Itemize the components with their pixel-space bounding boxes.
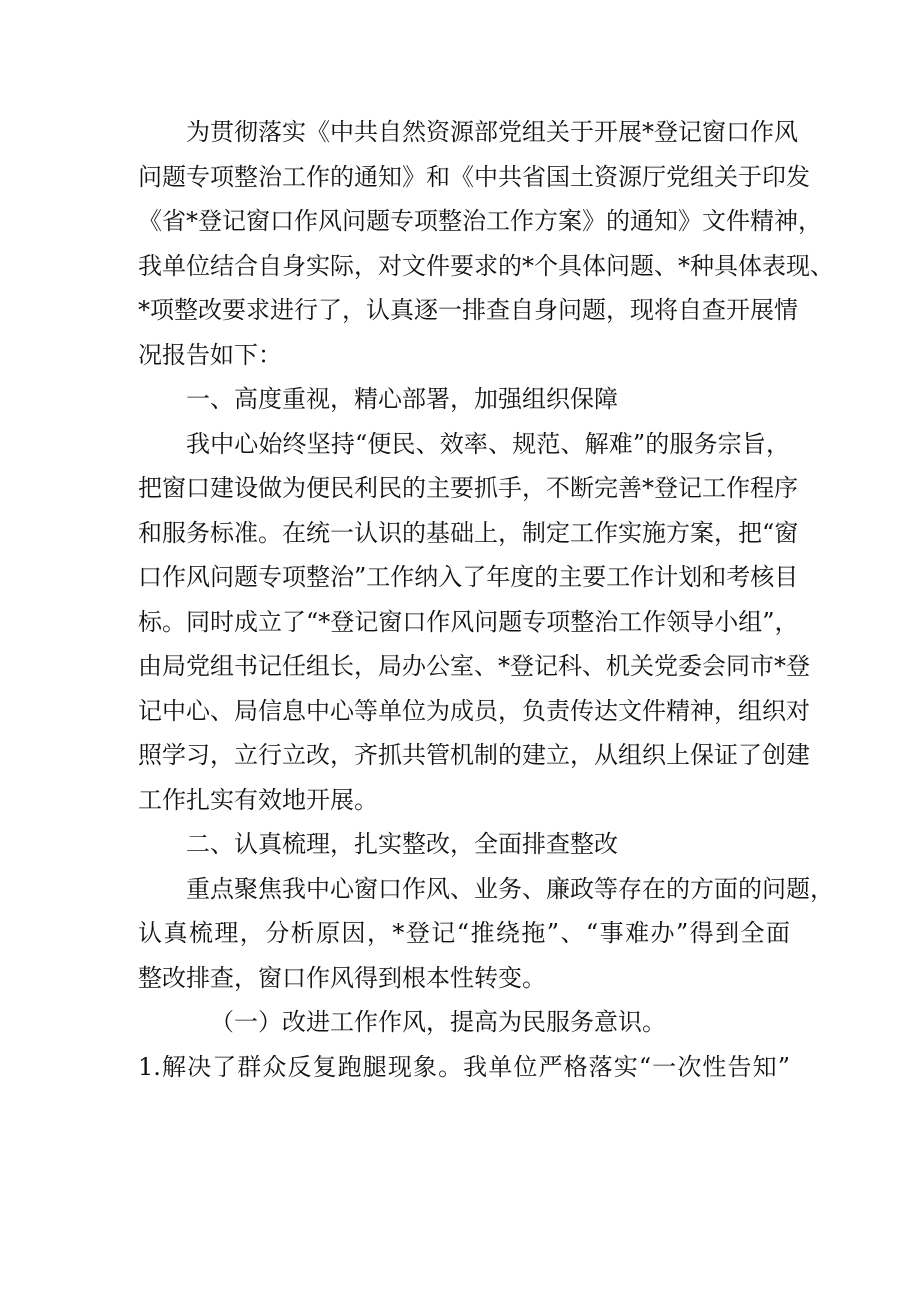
paragraph-line: 重点聚焦我中心窗口作风、业务、廉政等存在的方面的问题， xyxy=(186,874,834,903)
paragraph-line: 工作扎实有效地开展。 xyxy=(138,785,378,814)
section-heading-2: 二、认真梳理，扎实整改，全面排查整改 xyxy=(186,830,618,858)
paragraph-line: 况报告如下： xyxy=(138,340,282,369)
paragraph-line: 1.解决了群众反复跑腿现象。我单位严格落实“一次性告知” xyxy=(138,1052,790,1081)
paragraph-line: 《省*登记窗口作风问题专项整治工作方案》的通知》文件精神， xyxy=(138,207,822,235)
paragraph-line: 由局党组书记任组长，局办公室、*登记科、机关党委会同市*登 xyxy=(138,652,810,680)
paragraph-line: 问题专项整治工作的通知》和《中共省国土资源厅党组关于印发 xyxy=(138,162,810,191)
paragraph-line: 认真梳理，分析原因，*登记“推绕拖”、“事难办”得到全面 xyxy=(138,919,790,947)
paragraph-line: 标。同时成立了“*登记窗口作风问题专项整治工作领导小组”， xyxy=(138,607,799,636)
paragraph-line: 整改排查，窗口作风得到根本性转变。 xyxy=(138,963,546,992)
paragraph-line: 我单位结合自身实际，对文件要求的*个具体问题、*种具体表现、 xyxy=(138,251,834,280)
paragraph-line: 把窗口建设做为便民利民的主要抓手，不断完善*登记工作程序 xyxy=(138,474,798,502)
paragraph-line: *项整改要求进行了，认真逐一排查自身问题，现将自查开展情 xyxy=(138,296,798,324)
paragraph-line: 照学习，立行立改，齐抓共管机制的建立，从组织上保证了创建 xyxy=(138,741,810,769)
subsection-heading-1: （一）改进工作作风，提高为民服务意识。 xyxy=(210,1008,666,1036)
document-body xyxy=(138,110,834,1089)
paragraph-line: 我中心始终坚持“便民、效率、规范、解难”的服务宗旨， xyxy=(186,429,790,458)
section-heading-1: 一、高度重视，精心部署，加强组织保障 xyxy=(186,385,618,413)
paragraph-line: 记中心、局信息中心等单位为成员，负责传达文件精神，组织对 xyxy=(138,696,810,725)
paragraph-line: 口作风问题专项整治”工作纳入了年度的主要工作计划和考核目 xyxy=(138,563,799,591)
paragraph-line: 为贯彻落实《中共自然资源部党组关于开展*登记窗口作风 xyxy=(186,118,798,146)
paragraph-line: 和服务标准。在统一认识的基础上，制定工作实施方案，把“窗 xyxy=(138,518,799,547)
